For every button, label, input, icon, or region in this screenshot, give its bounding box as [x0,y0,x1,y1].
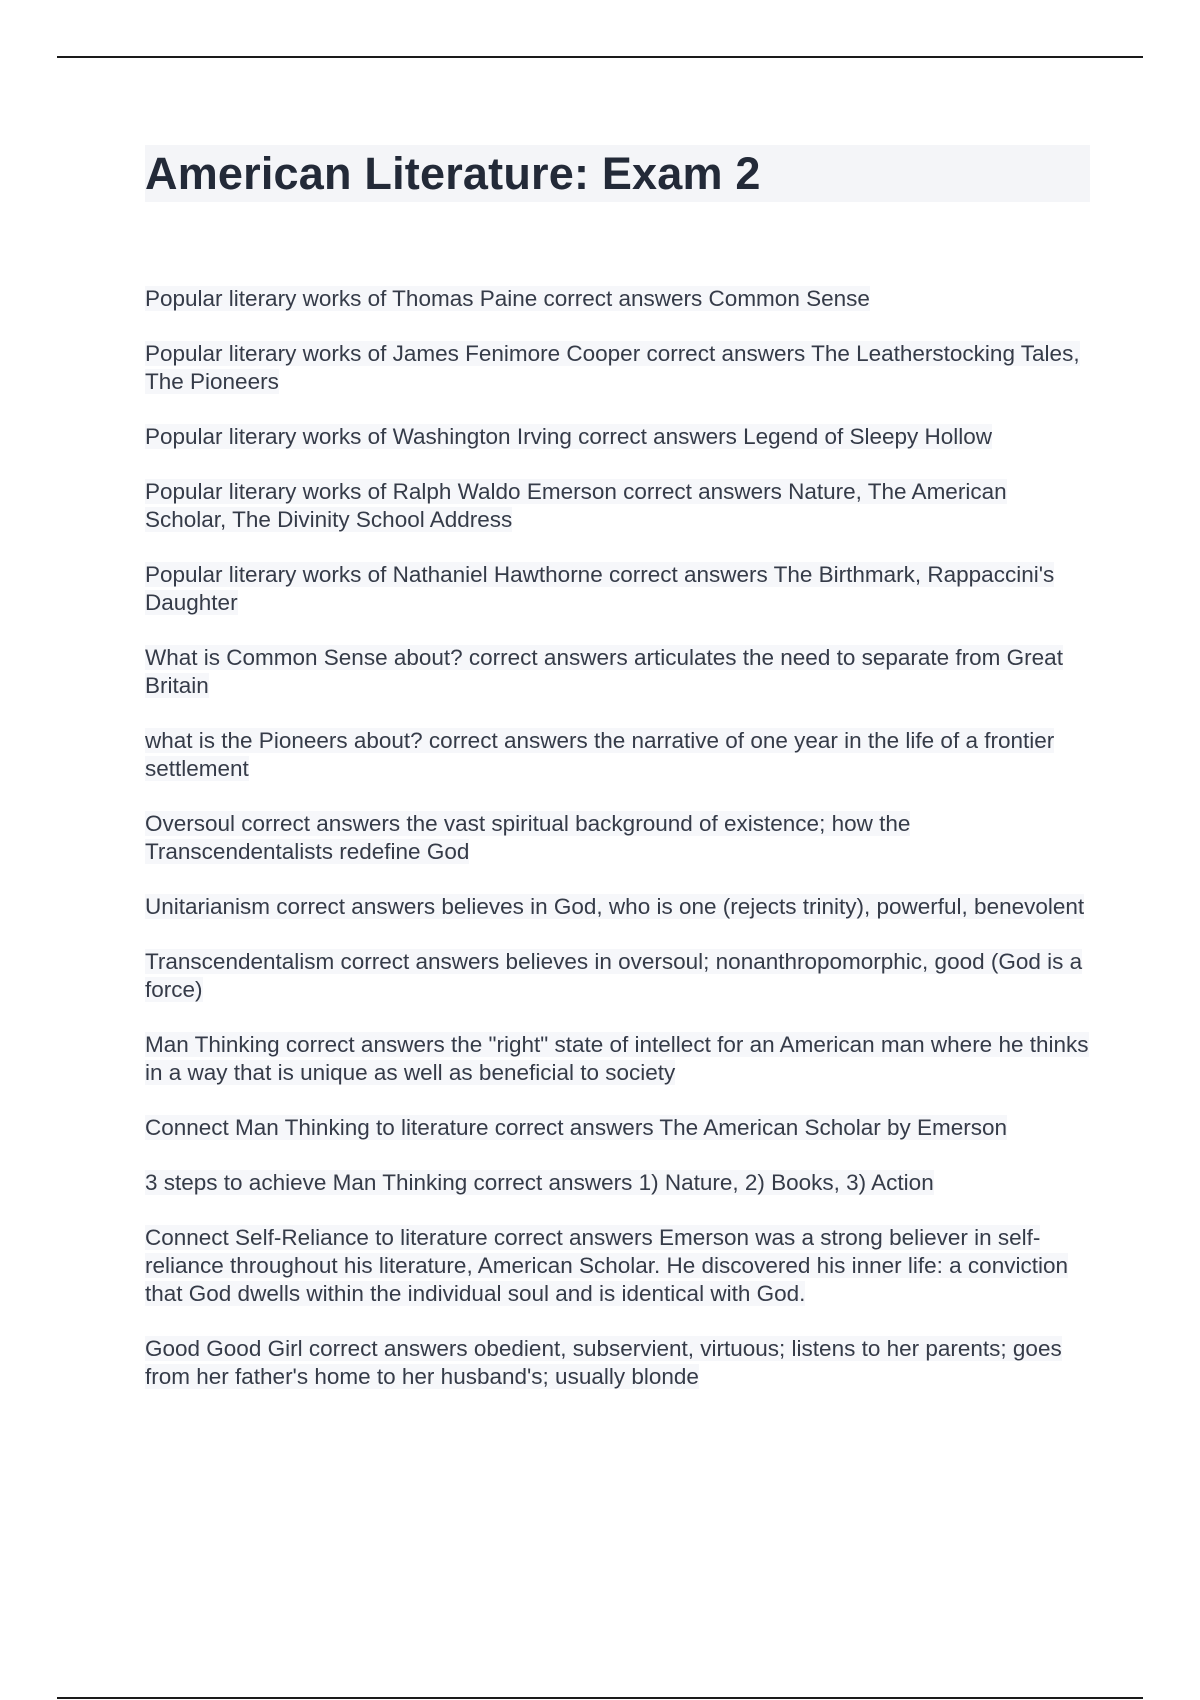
qa-item: Good Good Girl correct answers obedient, subservient, virtuous; listens to her parents; goes from her father's home to her husband's; usually blonde [145,1336,1062,1389]
qa-item: What is Common Sense about? correct answers articulates the need to separate from Great Britain [145,645,1063,698]
qa-item: Connect Man Thinking to literature correct answers The American Scholar by Emerson [145,1115,1008,1140]
qa-item: Popular literary works of Thomas Paine correct answers Common Sense [145,286,870,311]
qa-item: Man Thinking correct answers the "right" state of intellect for an American man where he thinks in a way that is unique as well as beneficial to society [145,1032,1089,1085]
qa-item: Popular literary works of Washington Irving correct answers Legend of Sleepy Hollow [145,424,993,449]
top-rule [57,56,1143,58]
title-block [145,145,1090,202]
qa-item: Unitarianism correct answers believes in God, who is one (rejects trinity), powerful, benevolent [145,894,1085,919]
qa-item: 3 steps to achieve Man Thinking correct answers 1) Nature, 2) Books, 3) Action [145,1170,934,1195]
qa-item: Popular literary works of Nathaniel Hawthorne correct answers The Birthmark, Rappaccini's Daughter [145,562,1055,615]
qa-item: Connect Self-Reliance to literature correct answers Emerson was a strong believer in self-reliance throughout his literature, American Scholar. He discovered his inner life: a conviction that God dwells within the individual soul and is identical with God. [145,1225,1068,1306]
qa-list [145,285,1090,1391]
qa-item: Transcendentalism correct answers believes in oversoul; nonanthropomorphic, good (God is a force) [145,949,1083,1002]
qa-item: Popular literary works of Ralph Waldo Emerson correct answers Nature, The American Scholar, The Divinity School Address [145,479,1007,532]
qa-item: Popular literary works of James Fenimore Cooper correct answers The Leatherstocking Tales, The Pioneers [145,341,1080,394]
qa-item: Oversoul correct answers the vast spiritual background of existence; how the Transcendentalists redefine God [145,811,911,864]
page-content [145,145,1090,1418]
page-title: American Literature: Exam 2 [145,148,761,199]
bottom-rule [57,1697,1143,1699]
qa-item: what is the Pioneers about? correct answers the narrative of one year in the life of a frontier settlement [145,728,1055,781]
